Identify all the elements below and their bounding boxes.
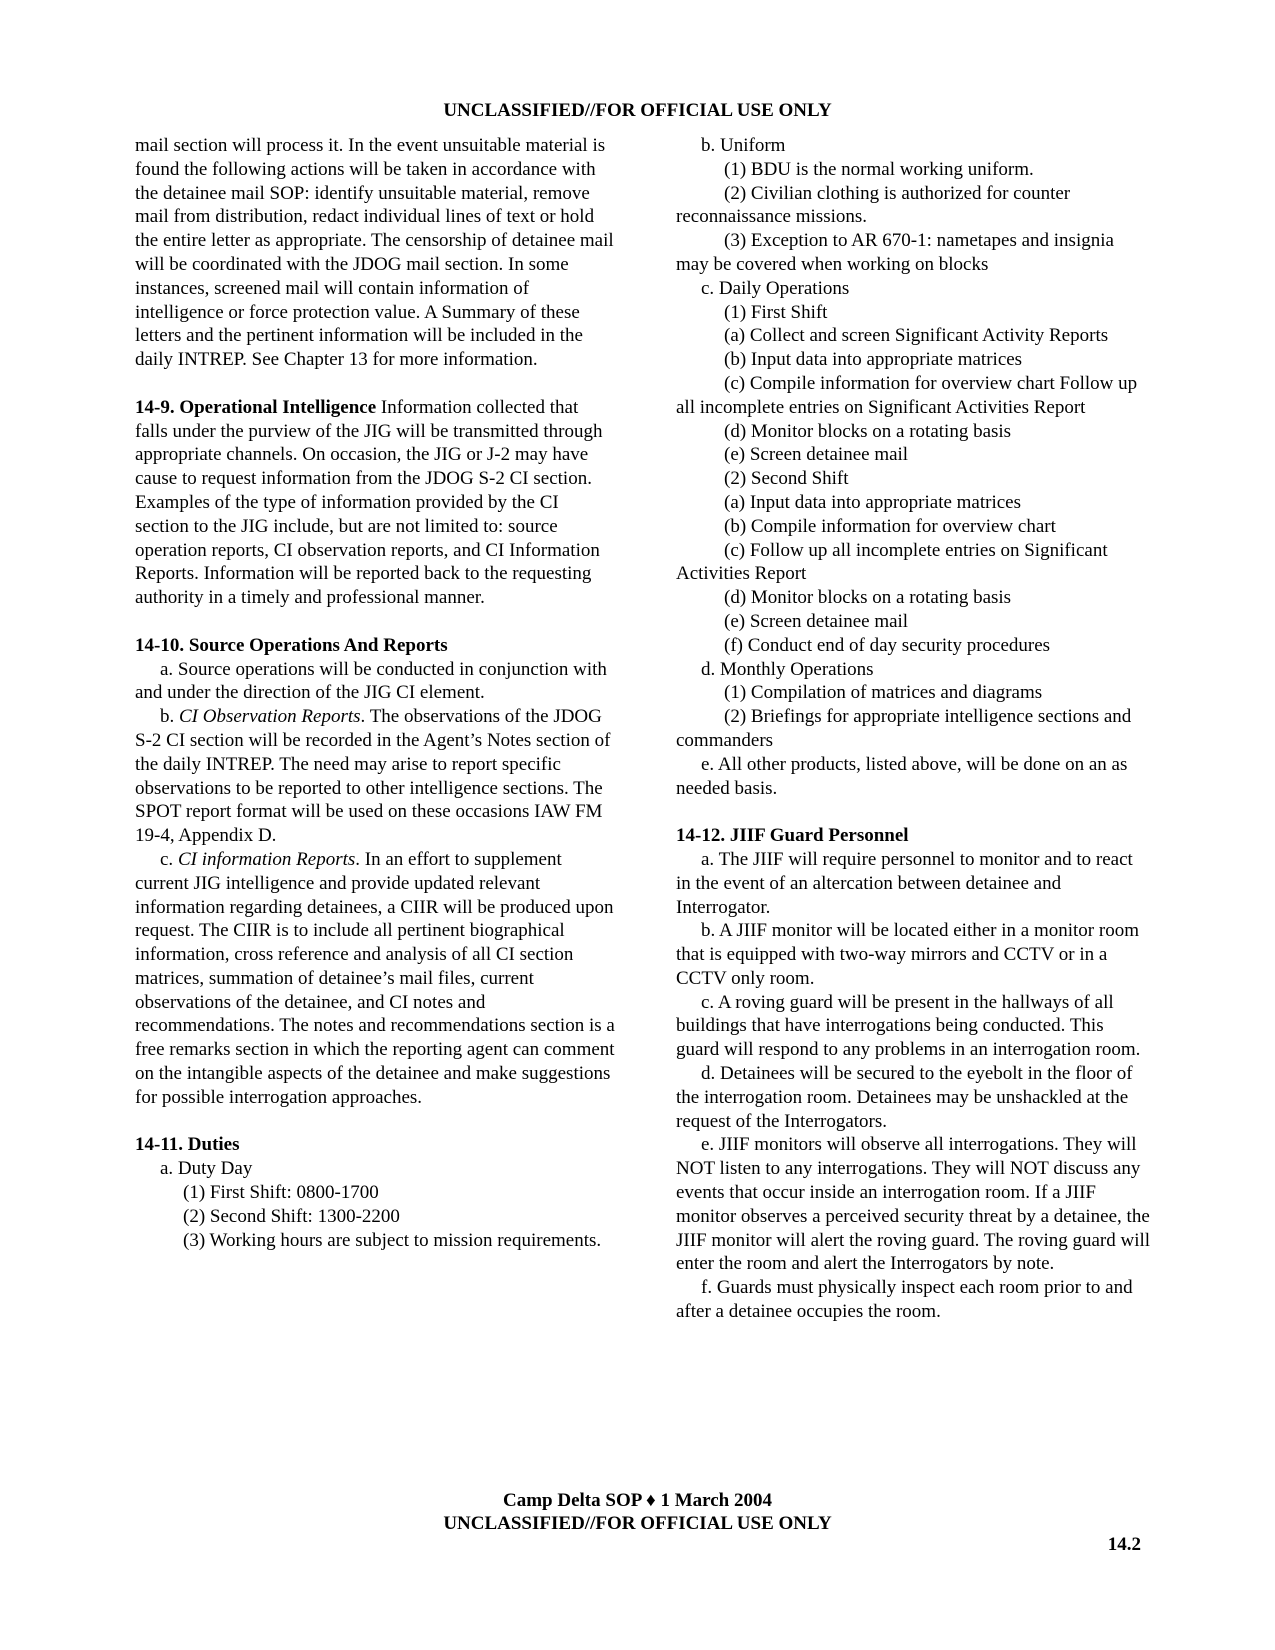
list-item: a. Duty Day (160, 1158, 253, 1180)
item-marker: c. (160, 848, 178, 870)
paragraph-mail-section: mail section will process it. In the event unsuitable material is found the following actions will be taken in accordance with the detainee mail SOP: identify unsuitable material, remove mail from distribution, redact individual lines of text or hold the entire letter as appropriate. The censorship of detainee mail will be coordinated with the JDOG mail section. In some instances, screened mail will contain information of intelligence or force protection value. A Summary of these letters and the pertinent information will be included in the daily INTREP. See Chapter 13 for more information. (135, 135, 614, 371)
paragraph-14-12-c: c. A roving guard will be present in the hallways of all buildings that have interrogations being conducted. This guard will respond to any problems in an interrogation room. (676, 991, 1141, 1061)
list-item: (2) Briefings for appropriate intelligence sections and commanders (676, 706, 1132, 751)
list-item: (c) Follow up all incomplete entries on Significant Activities Report (676, 539, 1108, 585)
paragraph-14-12-f: f. Guards must physically inspect each room prior to and after a detainee occupies the room. (676, 1277, 1133, 1323)
list-item: (1) Compilation of matrices and diagrams (724, 682, 1043, 704)
list-item: c. Daily Operations (701, 277, 850, 299)
header-classification: UNCLASSIFIED//FOR OFFICIAL USE ONLY (443, 100, 832, 121)
term-ci-observation-reports: CI Observation Reports (179, 706, 361, 728)
paragraph-14-12-b: b. A JIIF monitor will be located either in a monitor room that is equipped with two-way mirrors and CCTV or in a CCTV only room. (676, 920, 1139, 989)
term-ci-information-reports: CI information Reports (177, 848, 356, 870)
list-item: (3) Working hours are subject to mission requirements. (183, 1229, 602, 1251)
list-item: (2) Second Shift (724, 468, 849, 490)
left-column (135, 134, 615, 1252)
footer-title: Camp Delta SOP ♦ 1 March 2004 (503, 1490, 772, 1511)
heading-14-10: 14-10. Source Operations And Reports (135, 634, 448, 656)
paragraph-14-12-a: a. The JIIF will require personnel to monitor and to react in the event of an altercation between detainee and Interrogator. (676, 848, 1133, 918)
page-number: 14.2 (1107, 1534, 1141, 1555)
heading-14-11: 14-11. Duties (135, 1134, 240, 1156)
section-14-9 (135, 396, 615, 610)
list-item: (b) Compile information for overview chart (724, 515, 1056, 537)
list-item: (f) Conduct end of day security procedures (724, 634, 1051, 656)
paragraph-text: . In an effort to supplement current JIG intelligence and provide updated relevant information regarding detainees, a CIIR will be produced upon request. The CIIR is to include all pertinent biographical information, cross reference and analysis of all CI section matrices, summation of detainee’s mail files, current observations of the detainee, and CI notes and recommendations. The notes and recommendations section is a free remarks section in which the reporting agent can comment on the intangible aspects of the detainee and make suggestions for possible interrogation approaches. (135, 848, 615, 1108)
list-item: (1) First Shift: 0800-1700 (183, 1182, 379, 1204)
list-item: (b) Input data into appropriate matrices (724, 349, 1023, 371)
right-column (676, 134, 1151, 1324)
paragraph-14-10-a: a. Source operations will be conducted in conjunction with and under the direction of the JIG CI element. (135, 658, 607, 704)
list-item: (2) Second Shift: 1300-2200 (183, 1205, 400, 1227)
list-item: (1) First Shift (724, 301, 828, 323)
list-item: (a) Input data into appropriate matrices (724, 491, 1022, 513)
footer (0, 1489, 1275, 1535)
list-item: (a) Collect and screen Significant Activity Reports (724, 325, 1109, 347)
list-item: (2) Civilian clothing is authorized for counter reconnaissance missions. (676, 182, 1071, 228)
list-item: b. Uniform (701, 135, 786, 156)
list-item: e. All other products, listed above, will be done on an as needed basis. (676, 753, 1128, 799)
paragraph-14-9: Information collected that falls under the purview of the JIG will be transmitted through appropriate channels. On occasion, the JIG or J-2 may have cause to request information from the JDOG S-2 CI section. Examples of the type of information provided by the CI section to the JIG include, but are not limited to: source operation reports, CI observation reports, and CI Information Reports. Information will be reported back to the requesting authority in a timely and professional manner. (135, 396, 603, 609)
paragraph-14-12-e: e. JIIF monitors will observe all interrogations. They will NOT listen to any interrogations. They will NOT discuss any events that occur inside an interrogation room. If a JIIF monitor observes a perceived security threat by a detainee, the JIIF monitor will alert the roving guard. The roving guard will enter the room and alert the Interrogators by note. (676, 1134, 1151, 1275)
list-item: (c) Compile information for overview chart Follow up all incomplete entries on Significant Activities Report (676, 372, 1138, 418)
list-item: d. Monthly Operations (701, 658, 874, 680)
paragraph-text: . The observations of the JDOG S-2 CI section will be recorded in the Agent’s Notes section of the daily INTREP. The need may arise to report specific observations to be reported to other intelligence sections. The SPOT report format will be used on these occasions IAW FM 19-4, Appendix D. (135, 706, 611, 847)
item-marker: b. (160, 706, 179, 728)
paragraph-14-12-d: d. Detainees will be secured to the eyebolt in the floor of the interrogation room. Detainees may be unshackled at the request of the Interrogators. (676, 1063, 1133, 1132)
heading-14-12: 14-12. JIIF Guard Personnel (676, 825, 909, 847)
paragraph-14-10-c (135, 848, 615, 1110)
heading-14-9: 14-9. Operational Intelligence (135, 396, 377, 418)
footer-classification: UNCLASSIFIED//FOR OFFICIAL USE ONLY (443, 1513, 832, 1534)
list-item: (1) BDU is the normal working uniform. (724, 158, 1034, 180)
list-item: (d) Monitor blocks on a rotating basis (724, 587, 1012, 609)
list-item: (e) Screen detainee mail (724, 610, 909, 632)
list-item: (d) Monitor blocks on a rotating basis (724, 420, 1012, 442)
list-item: (e) Screen detainee mail (724, 444, 909, 466)
paragraph-14-10-b (135, 705, 615, 848)
list-item: (3) Exception to AR 670-1: nametapes and insignia may be covered when working on blocks (676, 230, 1114, 275)
